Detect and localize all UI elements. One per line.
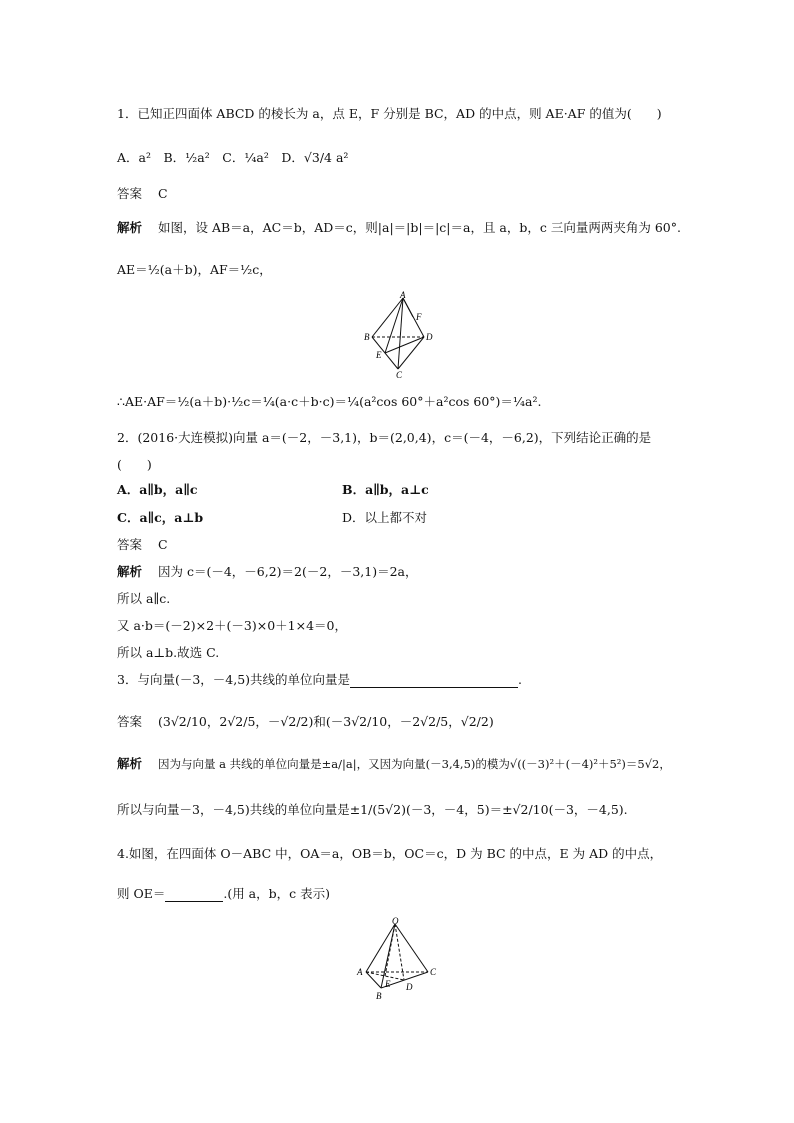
label-d: D bbox=[426, 332, 433, 342]
analysis-label: 解析 bbox=[117, 564, 143, 579]
q4-stem-2 bbox=[117, 886, 330, 902]
label-b: B bbox=[376, 991, 382, 1001]
q2-option-a: A．a∥b，a∥c bbox=[117, 482, 198, 497]
q2-options-row-1 bbox=[117, 482, 429, 498]
label-f: F bbox=[416, 312, 422, 322]
label-e: E bbox=[385, 979, 391, 989]
q1-options: A．a² B．½a² C．¼a² D．√3/4 a² bbox=[117, 150, 349, 165]
analysis-text: 因为与向量 a 共线的单位向量是±a/|a|，又因为向量(－3,4,5)的模为√((－3)²＋(－4)²＋5²)＝5√2， bbox=[158, 757, 671, 771]
label-o: O bbox=[392, 916, 399, 926]
label-e: E bbox=[376, 350, 382, 360]
q3-answer bbox=[117, 714, 494, 730]
label-c: C bbox=[396, 370, 403, 378]
label-a: A bbox=[400, 290, 406, 300]
q2-analysis-1 bbox=[117, 564, 418, 580]
q2-answer bbox=[117, 537, 168, 553]
q3-stem bbox=[117, 672, 522, 688]
q1-answer bbox=[117, 186, 168, 202]
q3-analysis-1 bbox=[117, 756, 671, 772]
q2-option-c: C．a∥c，a⊥b bbox=[117, 510, 204, 525]
q2-analysis-2: 所以 a∥c. bbox=[117, 591, 171, 606]
answer-value: (3√2/10，2√2/5，－√2/2)和(－3√2/10，－2√2/5，√2/2) bbox=[158, 714, 494, 729]
answer-blank bbox=[165, 888, 223, 902]
tetrahedron-figure-2 bbox=[352, 914, 446, 1006]
answer-label: 答案 bbox=[117, 186, 143, 201]
q1-analysis-1 bbox=[117, 220, 681, 236]
answer-value: C bbox=[158, 537, 168, 552]
analysis-text: 因为 c＝(－4，－6,2)＝2(－2，－3,1)＝2a， bbox=[158, 564, 418, 579]
analysis-text: 如图，设 AB＝a，AC＝b，AD＝c，则|a|＝|b|＝|c|＝a，且 a，b，c 三向量两两夹角为 60°. bbox=[158, 220, 681, 235]
q2-option-d: D．以上都不对 bbox=[342, 510, 428, 525]
answer-label: 答案 bbox=[117, 714, 143, 729]
answer-value: C bbox=[158, 186, 168, 201]
tetrahedron-figure-1 bbox=[360, 290, 440, 378]
analysis-label: 解析 bbox=[117, 756, 143, 771]
q1-analysis-3: ∴AE·AF＝½(a＋b)·½c＝¼(a·c＋b·c)＝¼(a²cos 60°＋a²cos 60°)＝¼a². bbox=[117, 394, 542, 409]
label-c: C bbox=[430, 967, 437, 977]
q2-analysis-4: 所以 a⊥b.故选 C. bbox=[117, 645, 220, 660]
q4-stem-2-text: 则 OE＝ bbox=[117, 886, 166, 901]
q1-stem: 1．已知正四面体 ABCD 的棱长为 a，点 E，F 分别是 BC，AD 的中点，则 AE·AF 的值为( ) bbox=[117, 106, 662, 121]
analysis-label: 解析 bbox=[117, 220, 143, 235]
q2-analysis-3: 又 a·b＝(－2)×2＋(－3)×0＋1×4＝0， bbox=[117, 618, 347, 633]
q2-stem: 2．(2016·大连模拟)向量 a＝(－2，－3,1)，b＝(2,0,4)，c＝(－4，－6,2)，下列结论正确的是 bbox=[117, 430, 652, 445]
q4-stem: 4.如图，在四面体 O－ABC 中，OA＝a，OB＝b，OC＝c，D 为 BC 的中点，E 为 AD 的中点， bbox=[117, 846, 663, 861]
answer-blank bbox=[350, 674, 518, 688]
q3-stem-end: . bbox=[518, 672, 523, 687]
q2-stem-cont: ( ) bbox=[117, 457, 152, 472]
q3-analysis-2: 所以与向量－3，－4,5)共线的单位向量是±1/(5√2)(－3，－4，5)＝±√2/10(－3，－4,5). bbox=[117, 802, 628, 817]
q2-option-b: B．a∥b，a⊥c bbox=[342, 482, 429, 497]
q2-options-row-2 bbox=[117, 510, 428, 526]
label-a: A bbox=[357, 967, 363, 977]
q4-stem-2-end: .(用 a，b，c 表示) bbox=[223, 886, 330, 901]
label-d: D bbox=[406, 982, 413, 992]
answer-label: 答案 bbox=[117, 537, 143, 552]
q3-stem-text: 3．与向量(－3，－4,5)共线的单位向量是 bbox=[117, 672, 351, 687]
q1-analysis-2: AE＝½(a＋b)，AF＝½c， bbox=[117, 262, 272, 277]
label-b: B bbox=[364, 332, 370, 342]
